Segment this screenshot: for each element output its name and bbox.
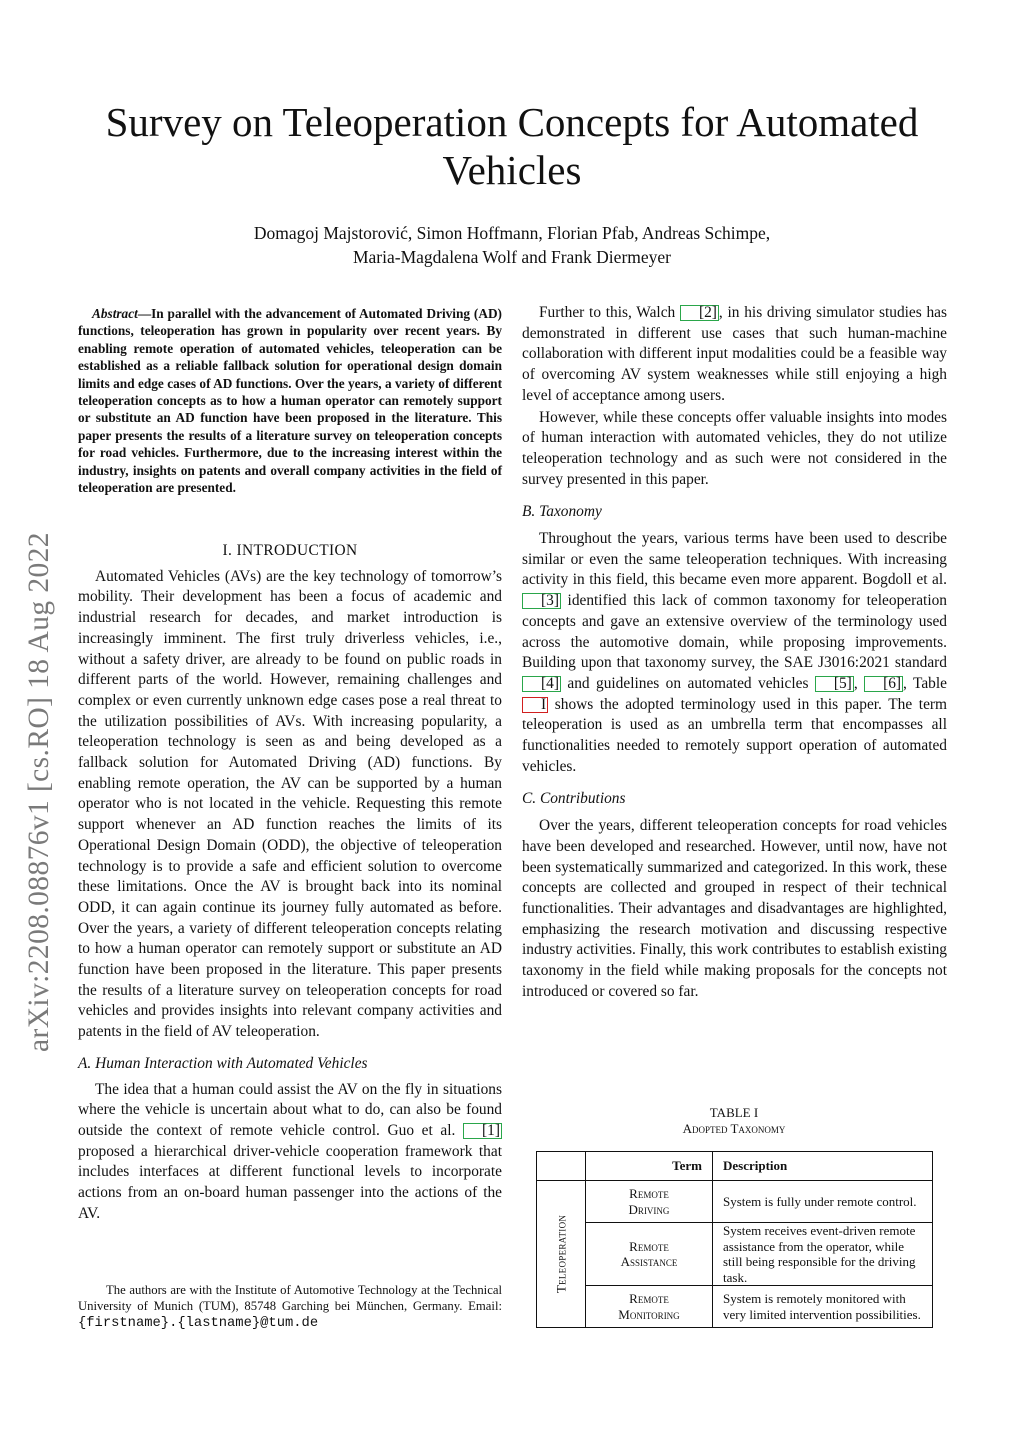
table-row [537,1181,933,1223]
citation-link-5[interactable]: [5] [815,676,854,692]
table-header-row [537,1152,933,1181]
abstract [78,305,502,496]
table-number: TABLE I [709,1105,759,1120]
paragraph-text: The idea that a human could assist the AV on the fly in situations where the vehicle is uncertain about what to do, can also be found outside the context of remote vehicle control. Guo et al. [78,1080,502,1139]
table-description-cell: System is remotely monitored with very limited intervention possibilities. [713,1286,933,1328]
section-heading-introduction: I. INTRODUCTION [222,542,358,559]
left-column [78,541,502,1225]
table-header-term: Term [586,1152,713,1181]
walch-paragraph [522,303,947,407]
paper-title: Survey on Teleoperation Concepts for Automated Vehicles [105,99,919,193]
abstract-text: —In parallel with the advancement of Automated Driving (AD) functions, teleoperation has grown in popularity over recent years. By enabling remote operation of automated vehicles, teleoperation can be established as a reliable fallback solution for operational design domain limits and edge cases of AD functions. Over the years, a variety of different teleoperation concepts as to how a human operator can remotely support or substitute an AD function have been proposed in the literature. This paper presents the results of a literature survey on teleoperation concepts for road vehicles. Furthermore, due to the increasing interest within the industry, insights on patents and overall company activities in the field of teleoperation are presented. [78,306,502,496]
paragraph-text: Further to this, Walch [539,304,680,321]
footnote-text: The authors are with the Institute of Automotive Technology at the Technical University of Munich (TUM), 85748 Garching bei München, Germany. Email: [78,1283,502,1313]
taxonomy-paragraph [522,529,947,777]
paragraph-text: , in his driving simulator studies has demonstrated in different use cases that such human-machine collaboration with different input modalities could be a feasible way of overcoming AV system weaknesses while still enjoying a high level of acceptance among users. [522,304,947,404]
author-line-2: Maria-Magdalena Wolf and Frank Diermeyer [352,247,671,267]
author-list [60,221,964,269]
table-term-cell [586,1223,713,1286]
intro-paragraph: Automated Vehicles (AVs) are the key technology of tomorrow’s mobility. Their development has been a focus of academic and industrial research for decades, and market introduction is increasingly imminent. The first truly driverless vehicles, i.e., without a safety driver, are already to be found on public roads in different parts of the world. However, remaining challenges and complex or even currently unknown edge cases pose a real threat to the utilization possibilities of AVs. With increasing popularity, a teleoperation technology is seen as and being developed as a fallback solution for Automated Driving (AD) functions. By enabling remote operation, the AV can be supported by a human operator who is not located in the vehicle. Requesting this remote support whenever an AD function reaches the limits of its Operational Design Domain (ODD), the objective of teleoperation technology is to provide a safe and efficient solution to overcome these limitations. Once the AV is brought back into its nominal ODD, it can again continue its journey fully automated as before. Over the years, a variety of different teleoperation concepts relating to how a human operator can remotely support or substitute an AD function have been proposed in the literature. This paper presents the results of a literature survey on teleoperation concepts for road vehicles and provides insights into relevant company activities and patents in the field of AV teleoperation. [78,567,502,1041]
citation-link-4[interactable]: [4] [522,676,561,692]
paragraph-text: proposed a hierarchical driver-vehicle cooperation framework that includes interfaces at different functional levels to incorporate actions from an on-board human passenger into the actions of the AV. [78,1142,502,1222]
subsection-heading-human-interaction: A. Human Interaction with Automated Vehicles [78,1054,368,1072]
table-group-label: Teleoperation [553,1214,569,1294]
term-line: Monitoring [618,1306,680,1322]
term-line: Remote [629,1291,669,1306]
table-title: Adopted Taxonomy [682,1121,786,1136]
table-term-cell [586,1286,713,1328]
term-line: Assistance [620,1254,678,1269]
paragraph-text: and guidelines on automated vehicles [560,674,815,692]
table-header-description: Description [713,1152,933,1181]
paragraph-text: shows the adopted terminology used in this paper. The term teleoperation is used as an umbrella term that encompasses all functionalities needed to remotely support operation of automated vehicles. [522,695,947,775]
paragraph-text: identified this lack of common taxonomy for teleoperation concepts and gave an extensive overview of the terminology used across the automotive domain, while proposing improvements. Building upon that taxonomy survey, the SAE J3016:2021 standard [522,592,947,672]
table-group-cell [537,1181,586,1328]
table-reference-link[interactable]: I [522,697,548,713]
paragraph-text: Throughout the years, various terms have been used to describe similar or even the same teleoperation techniques. With increasing activity in this field, this became even more apparent. Bogdoll et al. [522,530,947,589]
term-line: Remote [629,1186,669,1201]
table-corner-cell [537,1152,586,1181]
citation-link-1[interactable]: [1] [463,1123,502,1139]
table-caption [536,1105,932,1137]
footnote [78,1282,502,1332]
table-description-cell: System receives event-driven remote assistance from the operator, while still being responsible for the driving task. [713,1223,933,1286]
author-line-1: Domagoj Majstorović, Simon Hoffmann, Florian Pfab, Andreas Schimpe, [253,223,771,243]
right-column [522,303,947,1003]
contributions-paragraph: Over the years, different teleoperation concepts for road vehicles have been developed and researched. However, until now, have not been systematically summarized and categorized. In this work, these concepts are collected and grouped in respect of their technical functionalities. Their advantages and disadvantages are highlighted, emphasizing the research motivation and discussing respective industry activities. Finally, this work contributes to establish existing taxonomy in the field while making proposals for the concepts not introduced or covered so far. [522,817,947,1000]
human-interaction-paragraph [78,1080,502,1225]
term-line: Driving [628,1201,670,1217]
concepts-paragraph: However, while these concepts offer valuable insights into modes of human interaction with automated vehicles, they do not utilize teleoperation technology and as such were not considered in the survey presented in this paper. [522,408,947,488]
citation-link-3[interactable]: [3] [522,593,561,609]
term-line: Remote [629,1238,669,1254]
table-row [537,1286,933,1328]
taxonomy-table [536,1151,933,1328]
paragraph-text: , [853,674,865,692]
table-row [537,1223,933,1286]
table-term-cell [586,1181,713,1223]
abstract-label: Abstract [92,306,138,321]
paragraph-text: , Table [903,674,947,692]
table-description-cell: System is fully under remote control. [713,1181,933,1223]
subsection-heading-contributions: C. Contributions [522,790,626,808]
footnote-email: {firstname}.{lastname}@tum.de [78,1316,319,1331]
subsection-heading-taxonomy: B. Taxonomy [522,503,602,521]
citation-link-6[interactable]: [6] [864,676,903,692]
citation-link-2[interactable]: [2] [680,305,719,321]
